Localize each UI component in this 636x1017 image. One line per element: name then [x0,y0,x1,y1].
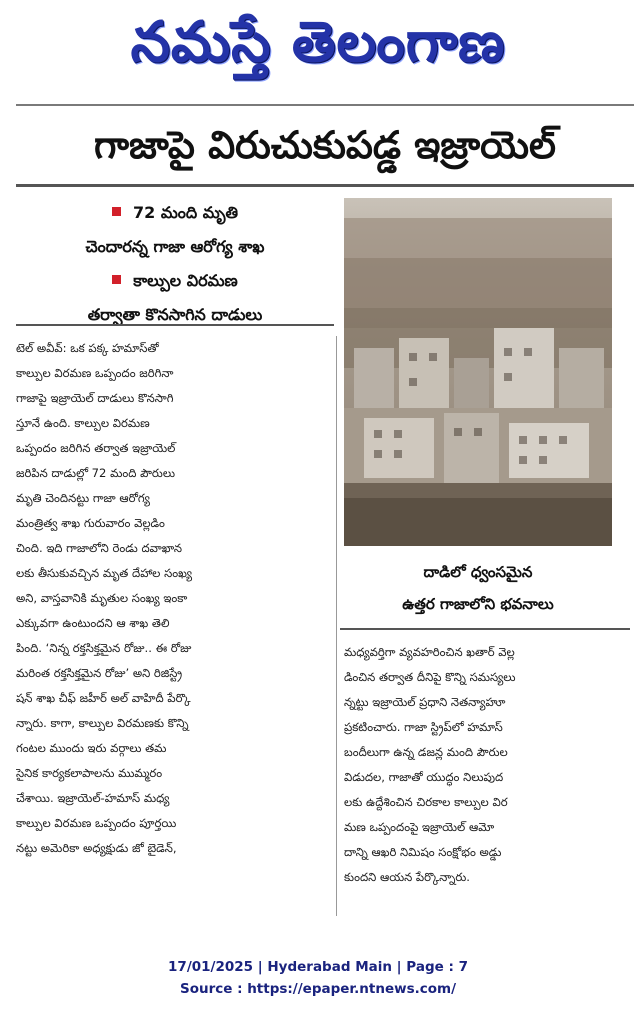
article-body-right [344,640,630,890]
body-line: విడుదల, గాజాతో యుద్ధం నిలుపుద [344,770,504,784]
body-line: పింది. ‘నిన్న రక్తసిక్తమైన రోజు.. ఈ రోజు [16,641,192,655]
edition-info: 17/01/2025 | Hyderabad Main | Page : 7 [168,959,468,975]
body-line: నట్టు అమెరికా అధ్యక్షుడు జో బైడెన్, [16,841,177,855]
deck-divider [16,324,334,326]
body-line: లకు ఉద్దేశించిన చిరకాల కాల్పుల విర [344,795,508,809]
body-line: ఎక్కువగా ఉంటుందని ఆ శాఖ తెలి [16,616,170,630]
body-line: బందీలుగా ఉన్న డజన్ల మంది పౌరుల [344,745,508,759]
body-line: స్తూనే ఉంది. కాల్పుల విరమణ [16,416,150,430]
body-line: ఒప్పందం జరిగిన తర్వాత ఇజ్రాయెల్ [16,441,176,455]
caption-line-1: దాడిలో ధ్వంసమైన [423,563,533,581]
caption-divider [340,628,630,630]
body-line: మరింత రక్తసిక్తమైన రోజు’ అని రిజిస్ట్రే [16,666,183,680]
body-line: షన్ శాఖ చీఫ్ జహీర్ అల్ వాహిదీ పేర్కొ [16,691,191,705]
headline-divider [16,184,634,187]
article-deck [16,196,334,332]
body-line: టెల్ అవీవ్: ఒక పక్క హమాస్‌తో [16,341,159,355]
body-line: న్నారు. కాగా, కాల్పుల విరమణకు కొన్ని [16,716,189,730]
body-line: కుందని ఆయన పేర్కొన్నారు. [344,870,470,884]
deck-line-1: 72 మంది మృతి [16,196,334,230]
deck-line-2: చెందారన్న గాజా ఆరోగ్య శాఖ [85,237,265,256]
article-photo [344,198,612,546]
body-line: మధ్యవర్తిగా వ్యవహరించిన ఖతార్ వెల్ల [344,645,515,659]
body-line: లకు తీసుకువచ్చిన మృత దేహాల సంఖ్య [16,566,193,580]
body-line: న్నట్టు ఇజ్రాయెల్ ప్రధాని నెతన్యాహూ [344,695,506,709]
body-line: సైనిక కార్యకలాపాలను ముమ్మరం [16,766,163,780]
caption-line-2: ఉత్తర గాజాలోని భవనాలు [402,595,554,613]
body-line: దాన్ని ఆఖరి నిమిషం సంక్షోభం అడ్డు [344,845,502,859]
article-body-left [16,336,330,861]
deck-line-3: కాల్పుల విరమణ [16,264,334,298]
source-link[interactable]: Source : https://epaper.ntnews.com/ [179,981,457,997]
masthead [0,0,636,96]
body-line: మృతి చెందినట్టు గాజా ఆరోగ్య [16,491,150,505]
masthead-divider [16,104,634,106]
body-line: మణ ఒప్పందంపై ఇజ్రాయెల్ ఆమో [344,820,495,834]
article-headline: గాజాపై విరుచుకుపడ్డ ఇజ్రాయెల్ [94,123,556,167]
body-line: మంత్రిత్వ శాఖ గురువారం వెల్లడిం [16,516,165,530]
body-line: జరిపిన దాడుల్లో 72 మంది పౌరులు [16,466,176,480]
newspaper-logo: నమస్తే తెలంగాణ [130,10,506,75]
body-line: కాల్పుల విరమణ ఒప్పందం జరిగినా [16,366,174,380]
bullet-icon [112,207,121,216]
body-line: డించిన తర్వాత దీనిపై కొన్ని సమస్యలు [344,670,516,684]
column-divider [336,336,337,916]
body-line: చేశాయి. ఇజ్రాయెల్-హమాస్ మధ్య [16,791,170,805]
page-footer [0,956,636,1000]
bullet-icon [112,275,121,284]
body-line: గాజాపై ఇజ్రాయెల్ దాడులు కొనసాగి [16,391,174,405]
photo-caption [344,556,612,620]
body-line: కాల్పుల విరమణ ఒప్పందం పూర్తయి [16,816,177,830]
body-line: గంటల ముందు ఇరు వర్గాలు తమ [16,741,167,755]
body-line: చింది. ఇది గాజాలోని రెండు దవాఖాన [16,541,183,555]
body-line: అని, వాస్తవానికి మృతుల సంఖ్య ఇంకా [16,591,188,605]
deck-line-4: తర్వాతా కొనసాగిన దాడులు [87,305,263,324]
body-line: ప్రకటించారు. గాజా స్ట్రిప్‌లో హమాస్ [344,720,503,734]
